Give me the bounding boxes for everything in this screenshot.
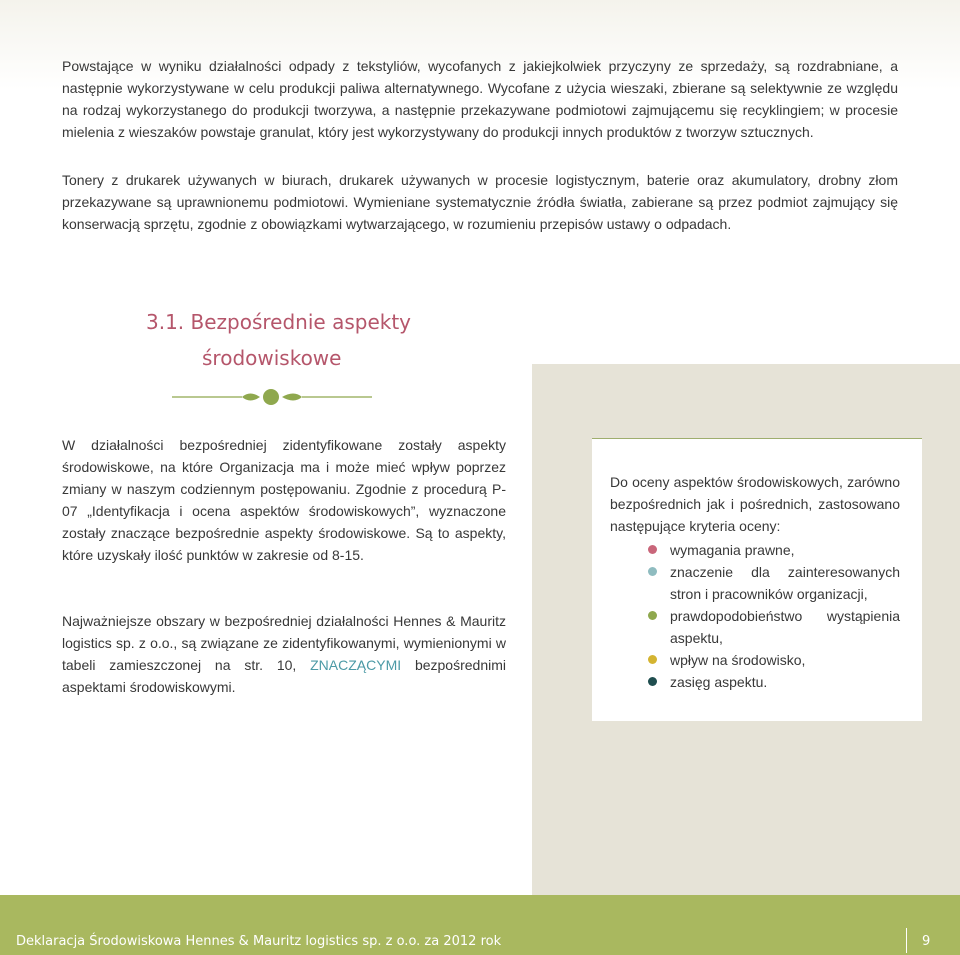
areas-text-after: bezpośrednimi aspektami środowiskowymi.: [62, 657, 506, 695]
criteria-item: [648, 605, 900, 649]
criteria-list: [648, 539, 900, 693]
intro-paragraph-toners: Tonery z drukarek używanych w biurach, drukarek używanych w procesie logistycznym, baterie oraz akumulatory, drobny złom przekazywane są uprawnionemu podmiotowi. Wymieniane systematycznie źródła światła, zabierane są przez podmiot zajmujący się konserwacją sprzętu, zgodnie z obowiązkami wytwarzającego, w rozumieniu przepisów ustawy o odpadach.: [62, 172, 898, 232]
section-heading-line1: 3.1. Bezpośrednie aspekty: [146, 310, 412, 334]
criteria-item: [648, 649, 900, 671]
bullet-dot-icon: [648, 567, 657, 576]
criteria-item: [648, 539, 900, 561]
criteria-label: wymagania prawne,: [670, 542, 795, 558]
areas-text-before: Najważniejsze obszary w bezpośredniej działalności Hennes & Mauritz logistics sp. z o.o., są związane ze zidentyfikowanymi, wymienionymi w tabeli zamieszczonej na str. 10,: [62, 613, 506, 673]
section-paragraph-areas: [62, 610, 506, 698]
footer-divider: [906, 928, 907, 953]
criteria-item: [648, 561, 900, 605]
bullet-dot-icon: [648, 611, 657, 620]
criteria-label: znaczenie dla zainteresowanych stron i pracowników organizacji,: [670, 564, 900, 602]
significant-highlight: ZNACZĄCYMI: [310, 657, 402, 673]
criteria-intro: Do oceny aspektów środowiskowych, zarówno bezpośrednich jak i pośrednich, zastosowano następujące kryteria oceny:: [610, 474, 900, 534]
page-number: 9: [922, 934, 931, 949]
bullet-dot-icon: [648, 655, 657, 664]
criteria-label: prawdopodobieństwo wystąpienia aspektu,: [670, 608, 900, 646]
bullet-dot-icon: [648, 677, 657, 686]
criteria-label: zasięg aspektu.: [670, 674, 768, 690]
criteria-label: wpływ na środowisko,: [670, 652, 806, 668]
section-paragraph-aspects: W działalności bezpośredniej zidentyfikowane zostały aspekty środowiskowe, na które Organizacja ma i może mieć wpływ poprzez zmiany w naszym codziennym postępowaniu. Zgodnie z procedurą P-07 „Identyfikacja i ocena aspektów środowiskowych”, wyznaczone zostały znaczące bezpośrednie aspekty środowiskowe. Są to aspekty, które uzyskały ilość punktów w zakresie od 8-15.: [62, 437, 506, 563]
criteria-item: [648, 671, 900, 693]
footer-title: Deklaracja Środowiskowa Hennes & Mauritz logistics sp. z o.o. za 2012 rok: [16, 934, 502, 949]
leaf-ornament-icon: [172, 386, 372, 408]
intro-paragraph-waste: Powstające w wyniku działalności odpady z tekstyliów, wycofanych z jakiejkolwiek przyczyny ze sprzedaży, są rozdrabniane, a następnie wykorzystywane w celu produkcji paliwa alternatywnego. Wycofane z użycia wieszaki, zbierane są selektywnie ze względu na rodzaj wykorzystanego do produkcji tworzywa, a następnie przekazywane podmiotowi zajmującemu się recyklingiem; w procesie mielenia z wieszaków powstaje granulat, który jest wykorzystywany do produkcji innych produktów z tworzyw sztucznych.: [62, 58, 898, 140]
section-heading-line2: środowiskowe: [202, 346, 342, 370]
bullet-dot-icon: [648, 545, 657, 554]
